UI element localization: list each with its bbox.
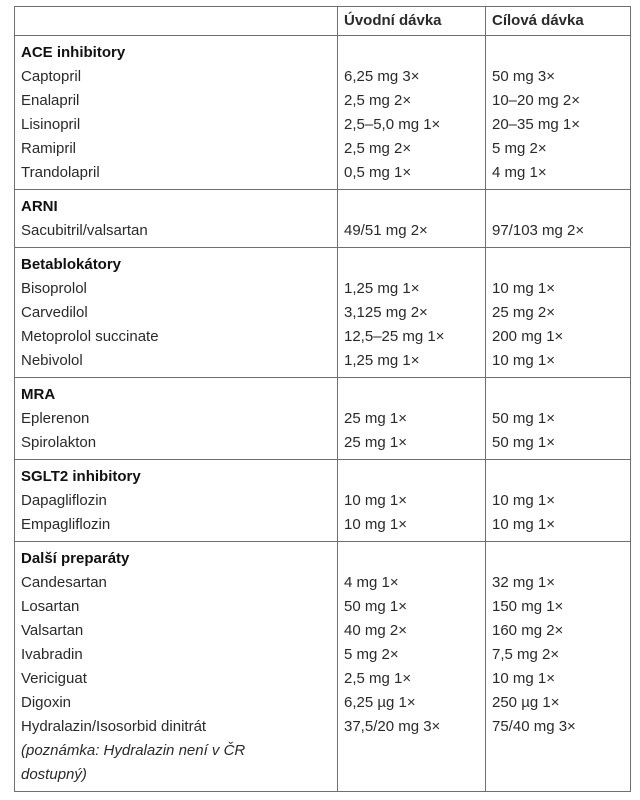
drug-name: Ramipril — [21, 140, 77, 157]
drug-name: Carvedilol — [21, 304, 88, 321]
group-title: Betablokátory — [21, 256, 122, 273]
drug-names-cell — [15, 460, 338, 542]
header-starting-dose: Úvodní dávka — [338, 7, 486, 36]
target-dose: 250 µg 1× — [492, 694, 560, 711]
target-dose-cell — [486, 36, 631, 190]
starting-dose: 37,5/20 mg 3× — [344, 718, 441, 735]
target-dose-cell — [486, 542, 631, 792]
starting-dose: 25 mg 1× — [344, 410, 407, 427]
spacer — [344, 253, 485, 277]
starting-dose-cell — [338, 190, 486, 248]
starting-dose: 49/51 mg 2× — [344, 222, 428, 239]
target-dose: 97/103 mg 2× — [492, 222, 585, 239]
spacer — [492, 253, 630, 277]
starting-dose-cell — [338, 378, 486, 460]
drug-name: Metoprolol succinate — [21, 328, 159, 345]
spacer — [492, 383, 630, 407]
target-dose-cell — [486, 378, 631, 460]
dosage-table — [14, 6, 631, 792]
spacer — [492, 41, 630, 65]
drug-name: Empagliflozin — [21, 516, 111, 533]
target-dose: 7,5 mg 2× — [492, 646, 560, 663]
target-dose-cell — [486, 460, 631, 542]
starting-dose: 50 mg 1× — [344, 598, 407, 615]
target-dose: 10–20 mg 2× — [492, 92, 580, 109]
target-dose: 160 mg 2× — [492, 622, 564, 639]
target-dose: 10 mg 1× — [492, 492, 555, 509]
starting-dose: 5 mg 2× — [344, 646, 399, 663]
spacer — [344, 383, 485, 407]
drug-names-cell — [15, 190, 338, 248]
spacer — [344, 547, 485, 571]
dosage-table-container — [14, 6, 630, 792]
group-title: Další preparáty — [21, 550, 130, 567]
drug-names-cell — [15, 36, 338, 190]
drug-name: Sacubitril/valsartan — [21, 222, 148, 239]
availability-note: (poznámka: Hydralazin není v ČR dostupný) — [21, 742, 246, 783]
drug-name: Valsartan — [21, 622, 84, 639]
target-dose: 150 mg 1× — [492, 598, 564, 615]
spacer — [344, 41, 485, 65]
starting-dose: 2,5 mg 2× — [344, 140, 412, 157]
target-dose: 20–35 mg 1× — [492, 116, 580, 133]
header-drug-column — [15, 7, 338, 36]
starting-dose: 6,25 mg 3× — [344, 68, 420, 85]
starting-dose: 25 mg 1× — [344, 434, 407, 451]
table-body — [15, 36, 631, 792]
target-dose: 10 mg 1× — [492, 280, 555, 297]
target-dose: 200 mg 1× — [492, 328, 564, 345]
spacer — [344, 195, 485, 219]
target-dose: 50 mg 1× — [492, 434, 555, 451]
drug-group-row — [15, 378, 631, 460]
drug-name: Trandolapril — [21, 164, 100, 181]
drug-name: Vericiguat — [21, 670, 87, 687]
drug-group-row — [15, 190, 631, 248]
drug-group-row — [15, 248, 631, 378]
starting-dose: 3,125 mg 2× — [344, 304, 428, 321]
drug-name: Captopril — [21, 68, 82, 85]
spacer — [492, 547, 630, 571]
starting-dose: 12,5–25 mg 1× — [344, 328, 445, 345]
drug-name: Enalapril — [21, 92, 80, 109]
starting-dose-cell — [338, 460, 486, 542]
spacer — [492, 465, 630, 489]
starting-dose-cell — [338, 542, 486, 792]
target-dose: 5 mg 2× — [492, 140, 547, 157]
drug-name: Nebivolol — [21, 352, 83, 369]
drug-name: Eplerenon — [21, 410, 90, 427]
target-dose: 10 mg 1× — [492, 670, 555, 687]
target-dose: 75/40 mg 3× — [492, 718, 576, 735]
drug-name: Lisinopril — [21, 116, 81, 133]
target-dose: 4 mg 1× — [492, 164, 547, 181]
starting-dose: 2,5–5,0 mg 1× — [344, 116, 441, 133]
target-dose: 25 mg 2× — [492, 304, 555, 321]
drug-group-row — [15, 460, 631, 542]
starting-dose: 10 mg 1× — [344, 492, 407, 509]
target-dose: 50 mg 1× — [492, 410, 555, 427]
group-title: MRA — [21, 386, 56, 403]
header-row — [15, 7, 631, 36]
starting-dose: 2,5 mg 1× — [344, 670, 412, 687]
starting-dose: 2,5 mg 2× — [344, 92, 412, 109]
drug-name: Bisoprolol — [21, 280, 87, 297]
group-title: ACE inhibitory — [21, 44, 126, 61]
drug-name: Dapagliflozin — [21, 492, 107, 509]
drug-names-cell — [15, 248, 338, 378]
drug-name: Digoxin — [21, 694, 72, 711]
target-dose: 50 mg 3× — [492, 68, 555, 85]
starting-dose: 1,25 mg 1× — [344, 352, 420, 369]
drug-name: Hydralazin/Isosorbid dinitrát — [21, 718, 207, 735]
target-dose: 10 mg 1× — [492, 352, 555, 369]
drug-names-cell — [15, 542, 338, 792]
target-dose-cell — [486, 248, 631, 378]
starting-dose: 4 mg 1× — [344, 574, 399, 591]
drug-name: Ivabradin — [21, 646, 83, 663]
starting-dose-cell — [338, 36, 486, 190]
drug-name: Spirolakton — [21, 434, 97, 451]
starting-dose-cell — [338, 248, 486, 378]
starting-dose: 1,25 mg 1× — [344, 280, 420, 297]
target-dose: 10 mg 1× — [492, 516, 555, 533]
starting-dose: 10 mg 1× — [344, 516, 407, 533]
group-title: SGLT2 inhibitory — [21, 468, 141, 485]
drug-name: Losartan — [21, 598, 80, 615]
starting-dose: 40 mg 2× — [344, 622, 407, 639]
header-target-dose: Cílová dávka — [486, 7, 631, 36]
starting-dose: 6,25 µg 1× — [344, 694, 416, 711]
table-header — [15, 7, 631, 36]
target-dose-cell — [486, 190, 631, 248]
drug-group-row — [15, 542, 631, 792]
drug-group-row — [15, 36, 631, 190]
drug-names-cell — [15, 378, 338, 460]
drug-name: Candesartan — [21, 574, 107, 591]
target-dose: 32 mg 1× — [492, 574, 555, 591]
starting-dose: 0,5 mg 1× — [344, 164, 412, 181]
spacer — [492, 195, 630, 219]
group-title: ARNI — [21, 198, 58, 215]
spacer — [344, 465, 485, 489]
